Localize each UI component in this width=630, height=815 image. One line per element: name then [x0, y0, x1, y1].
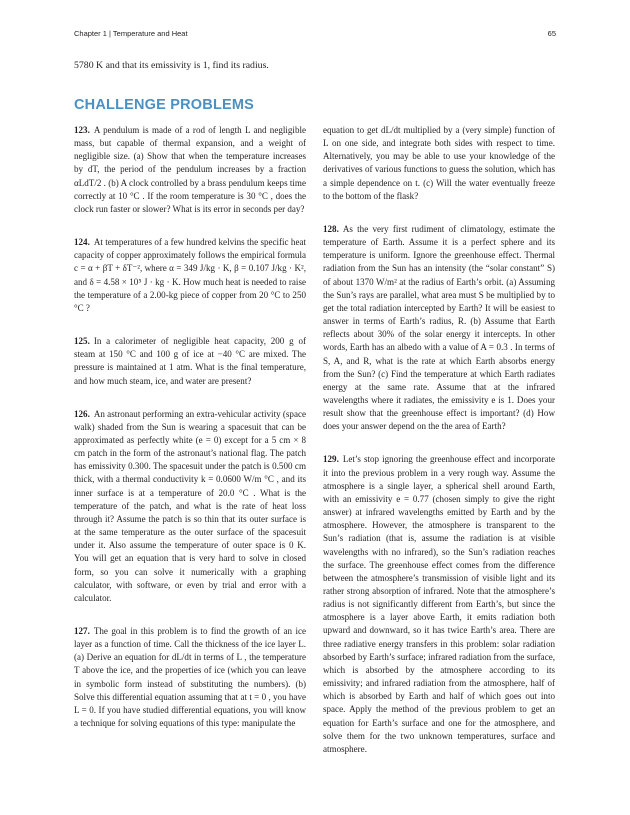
intro-text: 5780 K and that its emissivity is 1, find its radius. — [74, 60, 269, 71]
problem-text: A pendulum is made of a rod of length L and negligible mass, but capable of thermal expansion, and a weight of negligible size. (a) Show that when the temperature increases by dT, the period of the pendulum increases by a fraction αLdT/2 . (b) A clock controlled by a brass pendulum keeps time correctly at 10 °C . If the room temperature is 30 °C , does the clock run faster or slower? What is its error in seconds per day? — [74, 125, 306, 214]
problem-text: An astronaut performing an extra-vehicular activity (space walk) shaded from the Sun is wearing a spacesuit that can be approximated as perfectly white (e = 0) except for a 5 cm × 8 cm patch in the form of the astronaut’s national flag. The patch has emissivity 0.300. The spacesuit under the patch is 0.500 cm thick, with a thermal conductivity k = 0.0600 W/m °C , and its inner surface is at a temperature of 20.0 °C . What is the temperature of the patch, and what is the rate of heat loss through it? Assume the patch is so thin that its outer surface is at the same temperature as the outer surface of the spacesuit under it. Also assume the temperature of outer space is 0 K. You will get an equation that is very hard to solve in closed form, so you can solve it numerically with a graphing calculator, with software, or even by trial and error with a calculator. — [74, 408, 306, 603]
problem-text: In a calorimeter of negligible heat capacity, 200 g of steam at 150 °C and 100 g of ice at −40 °C are mixed. The pressure is maintained at 1 atm. What is the final temperature, and how much steam, ice, and water are present? — [74, 336, 306, 386]
left-column — [74, 124, 306, 750]
page-number: 65 — [547, 29, 556, 38]
problem-number: 127. — [74, 626, 90, 636]
problem-126 — [74, 408, 306, 605]
problem-123 — [74, 124, 306, 216]
right-column — [323, 124, 555, 776]
problem-text: As the very first rudiment of climatology, estimate the temperature of Earth. Assume it is a perfect sphere and its temperature is uniform. Ignore the greenhouse effect. Thermal radiation from the Sun has an intensity (the “solar constant” S) of about 1370 W/m² at the radius of Earth’s orbit. (a) Assuming the Sun’s rays are parallel, what area must S be multiplied by to get the total radiation intercepted by Earth? It will be easiest to answer in terms of Earth’s radius, R. (b) Assume that Earth reflects about 30% of the solar energy it intercepts. In other words, Earth has an albedo with a value of A = 0.3 . In terms of S, A, and R, what is the rate at which Earth absorbs energy from the Sun? (c) Find the temperature at which Earth radiates energy at the same rate. Assume that at the infrared wavelengths where it radiates, the emissivity e is 1. Does your result show that the greenhouse effect is important? (d) How does your answer depend on the the area of Earth? — [323, 223, 555, 432]
problem-number: 126. — [74, 408, 90, 419]
problem-text: Let’s stop ignoring the greenhouse effect and incorporate it into the previous problem in a very rough way. Assume the atmosphere is a single layer, a spherical shell around Earth, with an emissivity e = 0.77 (chosen simply to give the right answer) at infrared wavelengths emitted by Earth and by the atmosphere. However, the atmosphere is transparent to the Sun’s radiation (that is, assume the radiation is at visible wavelengths with no infrared), so the Sun’s radiation reaches the surface. The greenhouse effect comes from the difference between the atmosphere’s transmission of visible light and its rather strong absorption of infrared. Note that the atmosphere’s radius is not significantly different from Earth’s, but since the atmosphere is a layer above Earth, it emits radiation both upward and downward, so it has twice Earth’s area. There are three radiative energy transfers in this problem: solar radiation absorbed by Earth’s surface; infrared radiation from the surface, which is absorbed by the atmosphere according to its emissivity; and infrared radiation from the atmosphere, half of which is absorbed by Earth and half of which goes out into space. Apply the method of the previous problem to get an equation for Earth’s surface and one for the atmosphere, and solve them for the two unknown temperatures, surface and atmosphere. — [323, 454, 555, 754]
problem-text: At temperatures of a few hundred kelvins the specific heat capacity of copper approximately follows the empirical formula c = α + βT + δT⁻², where α = 349 J/kg · K, β = 0.107 J/kg · K², and δ = 4.58 × 10⁵ J · kg · K. How much heat is needed to raise the temperature of a 2.00-kg piece of copper from 20 °C to 250 °C ? — [74, 237, 306, 313]
problem-number: 128. — [323, 223, 339, 234]
problem-number: 124. — [74, 237, 90, 248]
problem-127-continued — [323, 124, 555, 203]
problem-text: The goal in this problem is to find the growth of an ice layer as a function of time. Call the thickness of the ice layer L. (a) Derive an equation for dL/dt in terms of L , the temperature T above the ice, and the properties of ice (which you can leave in symbolic form instead of substituting the numbers). (b) Solve this differential equation assuming that at t = 0 , you have L = 0. If you have studied differential equations, you will know a technique for solving equations of this type: manipulate the — [74, 626, 306, 729]
problem-number: 125. — [74, 336, 90, 347]
problem-text: equation to get dL/dt multiplied by a (very simple) function of L on one side, and integrate both sides with respect to time. Alternatively, you may be able to use your knowledge of the derivatives of various functions to guess the solution, which has a simple dependence on t. (c) Will the water eventually freeze to the bottom of the flask? — [323, 125, 555, 201]
chapter-title: Chapter 1 | Temperature and Heat — [74, 29, 188, 38]
problem-number: 129. — [323, 454, 339, 465]
page-header — [74, 29, 556, 41]
problem-129 — [323, 453, 555, 756]
section-title: CHALLENGE PROBLEMS — [74, 97, 255, 113]
problem-127 — [74, 625, 306, 730]
problem-number: 123. — [74, 125, 90, 135]
problem-125 — [74, 335, 306, 388]
problem-124 — [74, 236, 306, 315]
problem-128 — [323, 223, 555, 434]
